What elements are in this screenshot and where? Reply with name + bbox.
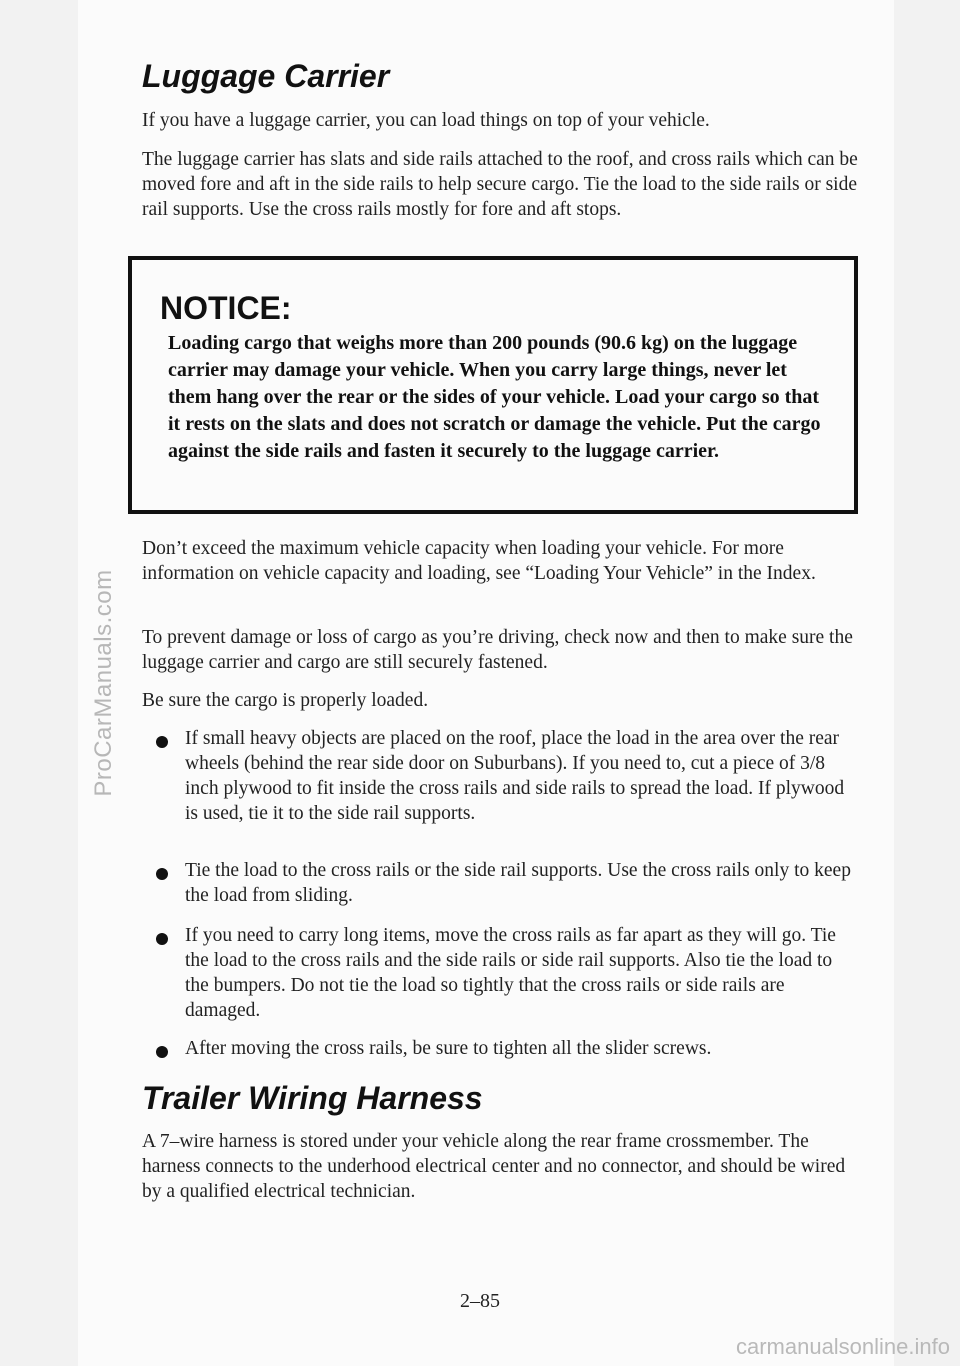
bullet-dot-icon bbox=[156, 933, 168, 945]
page-number: 2–85 bbox=[460, 1290, 500, 1312]
bottom-watermark: carmanualsonline.info bbox=[735, 1334, 950, 1359]
paragraph-properly-loaded: Be sure the cargo is properly loaded. bbox=[142, 690, 429, 711]
bullet-item: After moving the cross rails, be sure to tighten all the slider screws. bbox=[185, 1038, 712, 1059]
bullet-dot-icon bbox=[156, 868, 168, 880]
bullet-dot-icon bbox=[156, 1046, 168, 1058]
paragraph-carrier-description: The luggage carrier has slats and side rails attached to the roof, and cross rails which can be moved fore and aft in the side rails to help secure cargo. Tie the load to the side rails or side rail supports. Use the cross rails mostly for fore and aft stops. bbox=[142, 149, 858, 220]
paragraph-intro: If you have a luggage carrier, you can load things on top of your vehicle. bbox=[142, 110, 710, 131]
paragraph-check-cargo: To prevent damage or loss of cargo as you’re driving, check now and then to make sure the luggage carrier and cargo are still securely fastened. bbox=[142, 627, 853, 673]
section-heading-trailer-wiring-harness: Trailer Wiring Harness bbox=[142, 1080, 483, 1116]
bullet-item: If small heavy objects are placed on the roof, place the load in the area over the rear wheels (behind the rear side door on Suburbans). If you need to, cut a piece of 3/8 inch plywood to fit inside the cross rails and side rails to spread the load. If plywood is used, tie it to the side rail supports. bbox=[185, 728, 845, 824]
side-watermark: ProCarManuals.com bbox=[90, 569, 117, 797]
notice-title: NOTICE: bbox=[160, 290, 292, 326]
bullet-item: If you need to carry long items, move the cross rails as far apart as they will go. Tie the load to the cross rails and the side rails or side rail supports. Also tie the load to the bumpers. Do not tie the load so tightly that the cross rails or side rails are damaged. bbox=[185, 925, 836, 1021]
notice-box bbox=[128, 256, 858, 514]
bullet-dot-icon bbox=[156, 736, 168, 748]
paragraph-trailer-harness: A 7–wire harness is stored under your vehicle along the rear frame crossmember. The harness connects to the underhood electrical center and no connector, and should be wired by a qualified electrical technician. bbox=[142, 1131, 846, 1202]
paragraph-capacity: Don’t exceed the maximum vehicle capacity when loading your vehicle. For more information on vehicle capacity and loading, see “Loading Your Vehicle” in the Index. bbox=[142, 538, 816, 584]
bullet-item: Tie the load to the cross rails or the side rail supports. Use the cross rails only to keep the load from sliding. bbox=[185, 860, 851, 906]
section-heading-luggage-carrier: Luggage Carrier bbox=[142, 58, 390, 94]
notice-text: Loading cargo that weighs more than 200 pounds (90.6 kg) on the luggage carrier may damage your vehicle. When you carry large things, never let them hang over the rear or the sides of your vehicle. Load your cargo so that it rests on the slats and does not scratch or damage the vehicle. Put the cargo against the side rails and fasten it securely to the luggage carrier. bbox=[168, 332, 821, 462]
